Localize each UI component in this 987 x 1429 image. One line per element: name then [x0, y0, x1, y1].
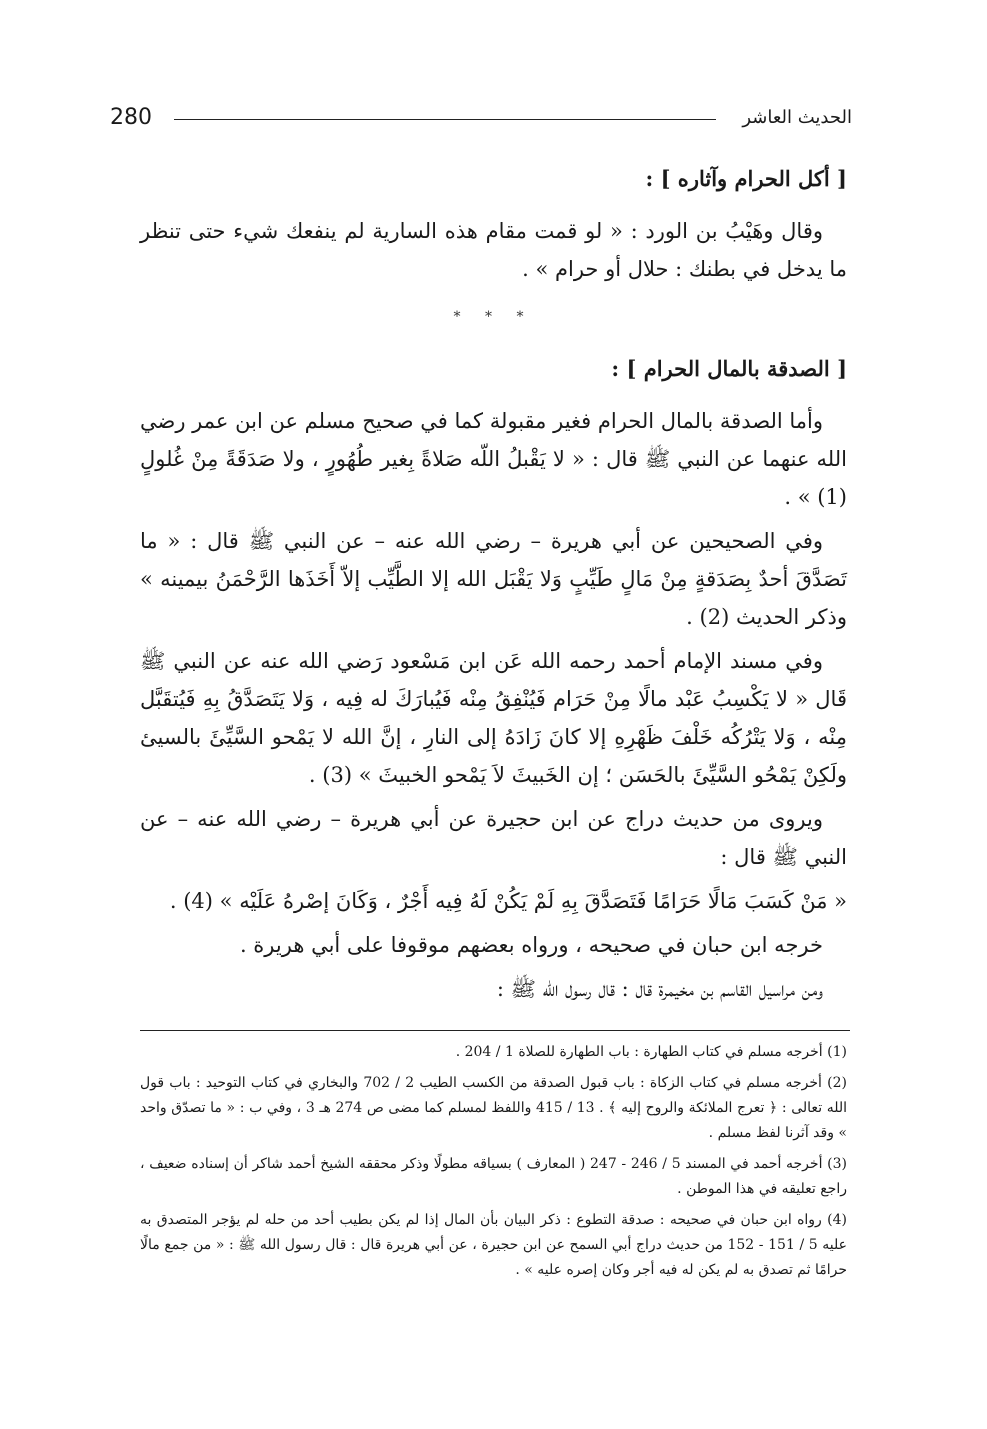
footnote: (1) أخرجه مسلم في كتاب الطهارة : باب الطهارة للصلاة 1 / 204 .	[455, 1044, 847, 1060]
section-heading: [ الصدقة بالمال الحرام ] :	[611, 356, 847, 381]
footnote: (4) رواه ابن حبان في صحيحه : صدقة التطوع : ذكر البيان بأن المال إذا لم يكن بطيب أحد من حله لم يؤجر المتصدق به عليه 5 / 151 - 152 من حديث دراج أبي السمح عن ابن حجيرة ، عن أبي هريرة قال : قال رسول الله ﷺ : « من جمع مالًا حرامًا ثم تصدق به لم يكن له فيه أجر وكان إصره عليه » .	[140, 1212, 847, 1278]
footnote-rule	[140, 1030, 850, 1031]
header-rule	[174, 119, 716, 120]
paragraph: وقال وهَيْبُ بن الورد : « لو قمت مقام هذه السارية لم ينفعك شيء حتى تنظر ما يدخل في بطنك : حلال أو حرام » .	[140, 219, 847, 281]
paragraph: وأما الصدقة بالمال الحرام فغير مقبولة كما في صحيح مسلم عن ابن عمر رضي الله عنهما عن النبي ﷺ قال : « لا يَقْبلُ اللّه صَلاةً بِغير طُهُورٍ ، ولا صَدَقَةً مِنْ غُلولٍ (1) » .	[140, 409, 847, 509]
section-heading: [ أكل الحرام وآثاره ] :	[645, 166, 847, 191]
footnote: (3) أخرجه أحمد في المسند 5 / 246 - 247 ( المعارف ) بسياقه مطولًا وذكر محققه الشيخ أحمد شاكر أن إسناده ضعيف ، راجع تعليقه في هذا الموطن .	[140, 1156, 847, 1197]
footnote: (2) أخرجه مسلم في كتاب الزكاة : باب قبول الصدقة من الكسب الطيب 2 / 702 والبخاري في كتاب التوحيد : باب قول الله تعالى : ﴿ تعرج الملائكة والروح إليه ﴾ . 13 / 415 واللفظ لمسلم كما مضى ص 274 هـ 3 ، وفي ب : « ما تصدّق واحد » وقد آثرنا لفظ مسلم .	[140, 1075, 848, 1141]
paragraph: ومن مراسيل القاسم بن مخيمرة قال : قال رسول الله ﷺ :	[496, 977, 823, 1001]
hadith-quote: « مَنْ كَسَبَ مَالًا حَرَامًا فَتَصَدَّقَ بِهِ لَمْ يَكُنْ لَهُ فِيه أَجْرٌ ، وَكَانَ إصْرهُ عَلَيْه » (4) .	[169, 889, 847, 913]
page-number: 280	[110, 105, 152, 130]
footnotes	[140, 1040, 847, 1289]
paragraph: ويروى من حديث دراج عن ابن حجيرة عن أبي هريرة – رضي الله عنه – عن النبي ﷺ قال :	[140, 807, 847, 869]
running-title: الحديث العاشر	[742, 107, 852, 128]
paragraph: وفي الصحيحين عن أبي هريرة – رضي الله عنه – عن النبي ﷺ قال : « ما تَصَدَّقَ أحدٌ بِصَدَقةٍ مِنْ مَالٍ طَيِّبٍ وَلا يَقْبَل الله إلا الطَّيِّب إلاّ أَخَذَها الرَّحْمَنُ بيمينه » وذكر الحديث (2) .	[140, 529, 847, 629]
paragraph: خرجه ابن حبان في صحيحه ، ورواه بعضهم موقوفا على أبي هريرة .	[239, 933, 823, 957]
paragraph: وفي مسند الإمام أحمد رحمه الله عَن ابن مَسْعود رَضي الله عنه عن النبي ﷺ قَال « لا يَكْسِبُ عَبْد مالًا مِنْ حَرَام فَيُنْفِقُ مِنْه فَيُبارَكَ له فِيه ، وَلا يَتَصَدَّقُ بِهِ فَيُتقَبَّل مِنْه ، وَلا يَتْرُكُه خَلْفَ ظَهْرِهِ إلا كانَ زَادَهُ إلى النارِ ، إنَّ الله لا يَمْحو السَّيِّئَ بالسيئ ولَكِنْ يَمْحُو السَّيِّئَ بالحَسَن ؛ إن الخَبيثَ لاَ يَمْحو الخبيثَ » (3) .	[140, 649, 847, 787]
section-separator: * * *	[453, 309, 534, 325]
main-text	[140, 150, 847, 1014]
page-header	[110, 100, 852, 140]
